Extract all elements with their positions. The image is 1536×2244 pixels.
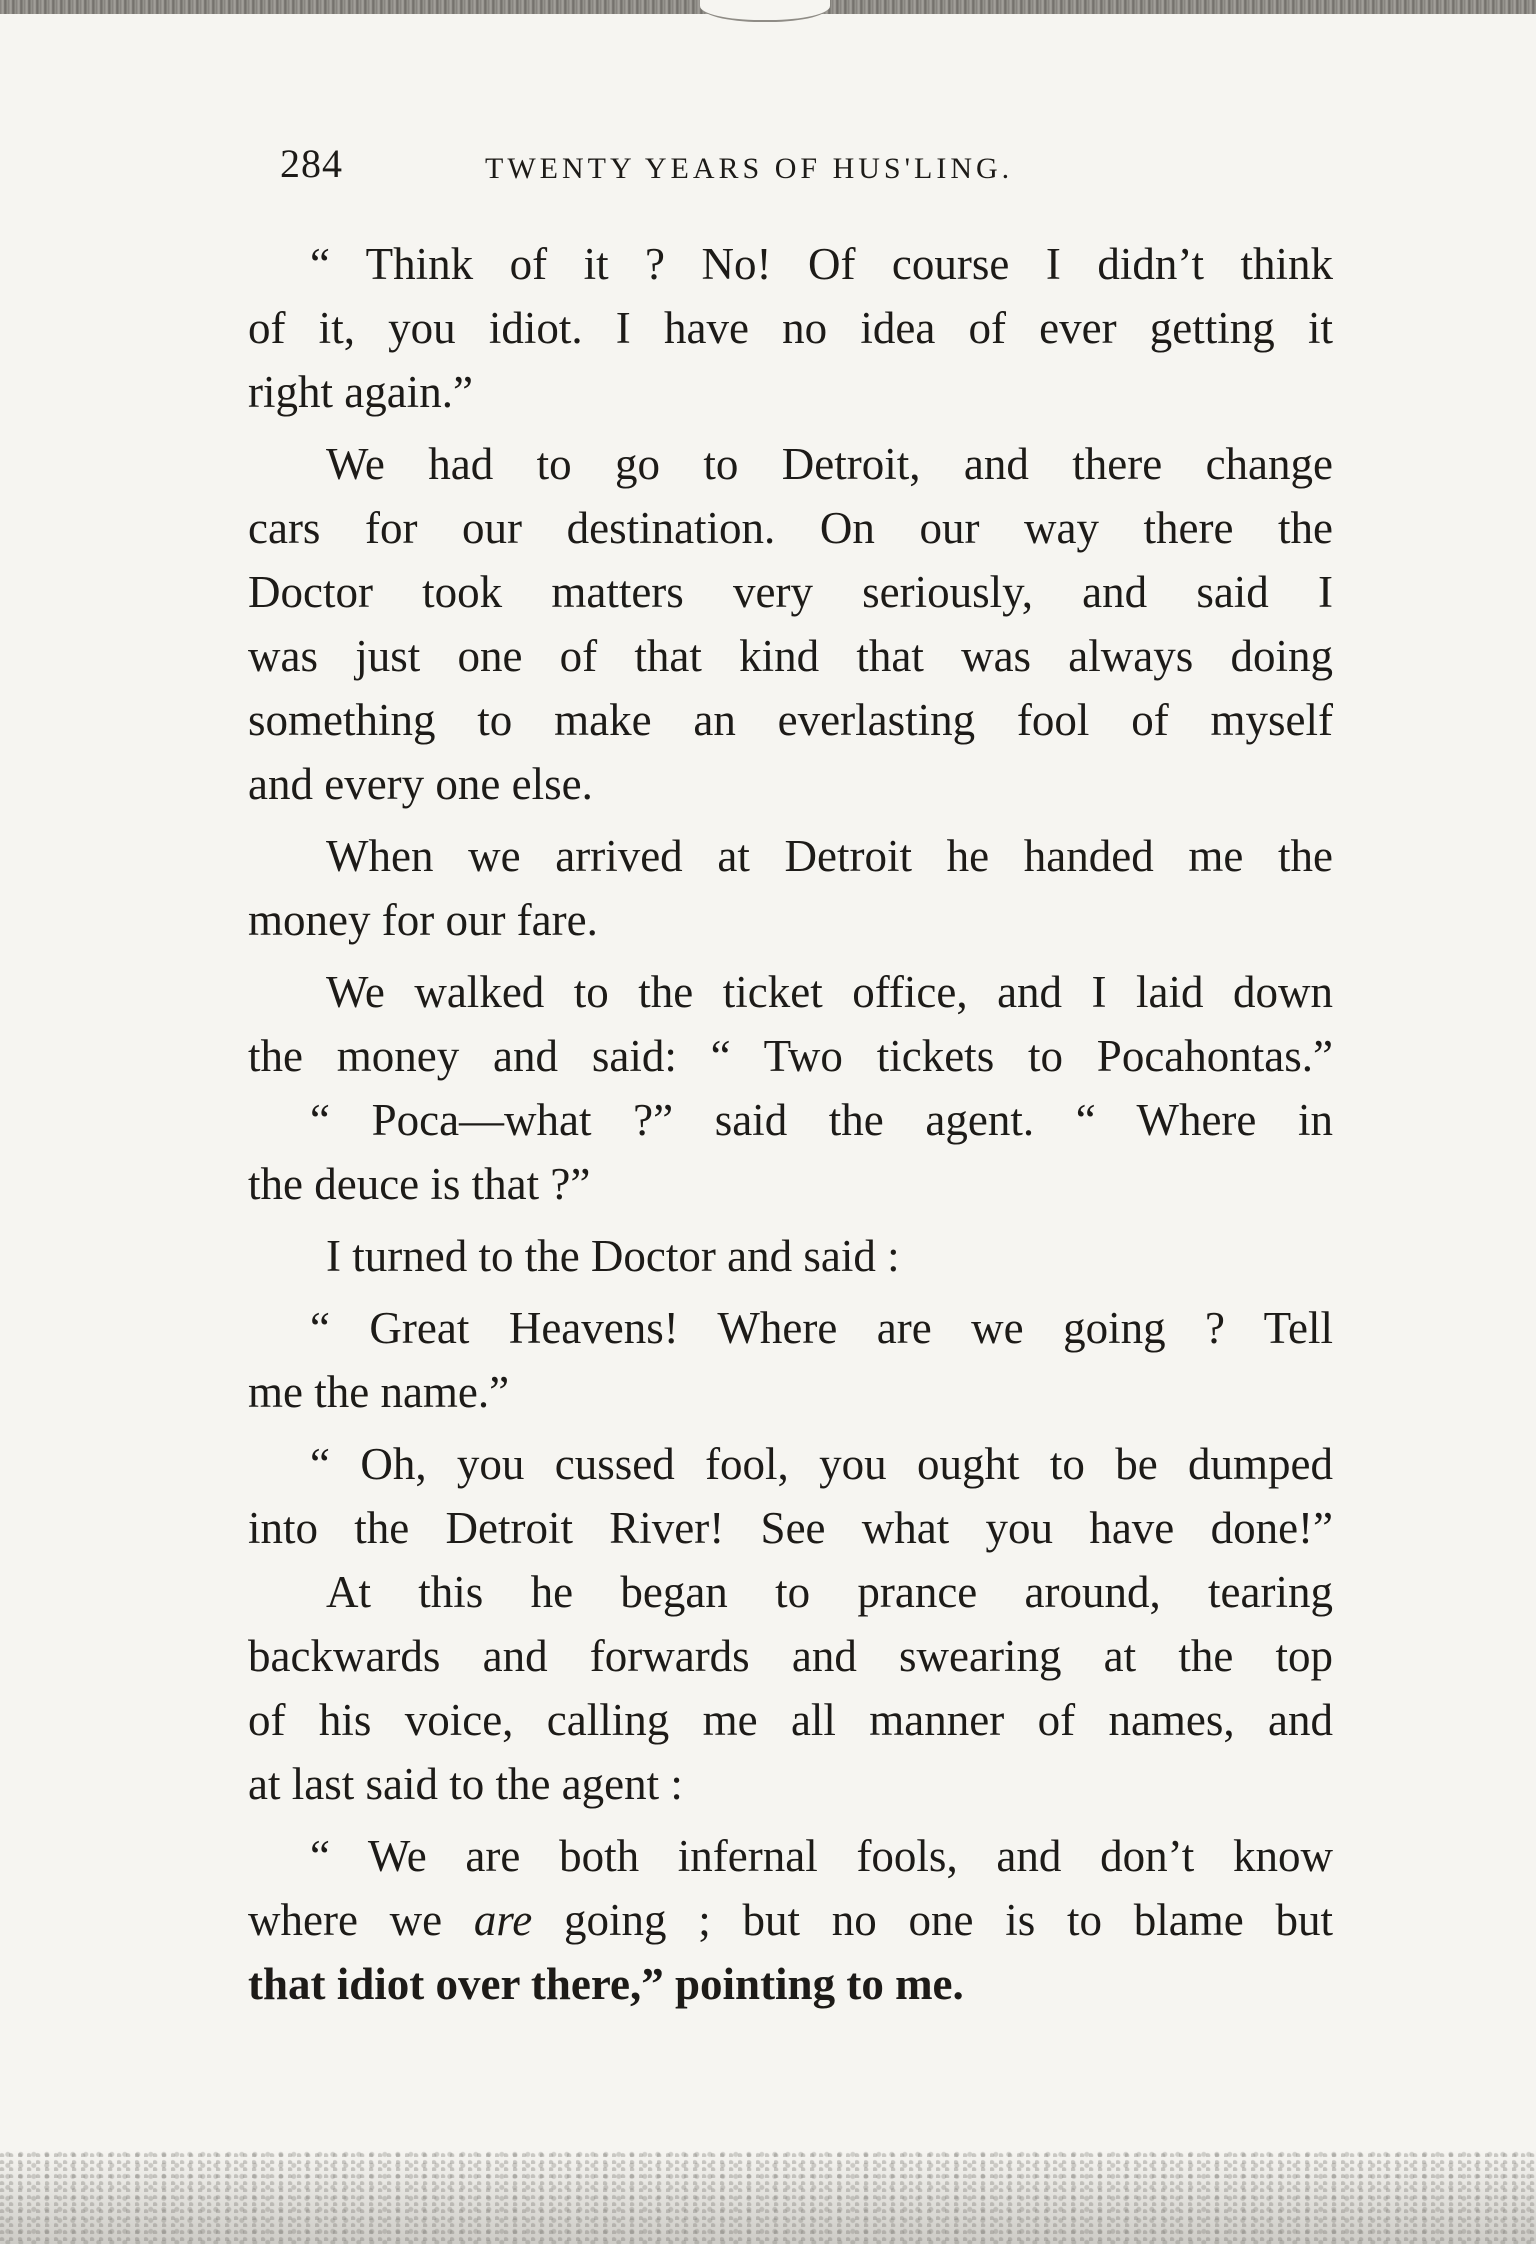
- text-line: “ Great Heavens! Where are we going ? Tell: [310, 1303, 1333, 1353]
- text-line: that idiot over there,” pointing to me.: [248, 1959, 964, 2009]
- text-line: I turned to the Doctor and said :: [326, 1231, 900, 1281]
- scan-border-bottom: [0, 2150, 1536, 2244]
- text-line-mixed: [248, 1888, 1333, 1952]
- text-line: right again.”: [248, 367, 473, 417]
- text-line: cars for our destination. On our way there the: [248, 503, 1333, 553]
- page-number: 284: [280, 141, 343, 186]
- text-line: the deuce is that ?”: [248, 1159, 591, 1209]
- scan-binding-notch: [700, 0, 830, 22]
- text-line: money for our fare.: [248, 895, 598, 945]
- text-run-italic: are: [473, 1895, 533, 1945]
- text-line: me the name.”: [248, 1367, 510, 1417]
- text-line: into the Detroit River! See what you have done!”: [248, 1503, 1333, 1553]
- text-line: We walked to the ticket office, and I laid down: [326, 967, 1333, 1017]
- text-line: Doctor took matters very seriously, and said I: [248, 567, 1333, 617]
- page-header: [280, 140, 1180, 200]
- text-line: of it, you idiot. I have no idea of ever getting it: [248, 303, 1333, 353]
- text-line: something to make an everlasting fool of myself: [248, 695, 1333, 745]
- text-line: “ Poca—what ?” said the agent. “ Where in: [310, 1095, 1333, 1145]
- text-line: At this he began to prance around, tearing: [326, 1567, 1333, 1617]
- text-line: of his voice, calling me all manner of names, and: [248, 1695, 1333, 1745]
- text-line: “ Oh, you cussed fool, you ought to be dumped: [310, 1439, 1333, 1489]
- text-line: backwards and forwards and swearing at the top: [248, 1631, 1333, 1681]
- text-line: We had to go to Detroit, and there change: [326, 439, 1333, 489]
- text-line: When we arrived at Detroit he handed me the: [326, 831, 1333, 881]
- text-line: “ Think of it ? No! Of course I didn’t think: [310, 239, 1333, 289]
- text-run: where we: [248, 1895, 443, 1945]
- text-line: and every one else.: [248, 759, 593, 809]
- text-run: going ; but no one is to blame but: [564, 1895, 1334, 1945]
- text-line: the money and said: “ Two tickets to Pocahontas.”: [248, 1031, 1333, 1081]
- text-line: at last said to the agent :: [248, 1759, 683, 1809]
- running-title: TWENTY YEARS OF HUS'LING.: [485, 152, 1014, 185]
- text-line: was just one of that kind that was always doing: [248, 631, 1333, 681]
- text-line: “ We are both infernal fools, and don’t know: [310, 1831, 1333, 1881]
- body-text: [248, 232, 1333, 2016]
